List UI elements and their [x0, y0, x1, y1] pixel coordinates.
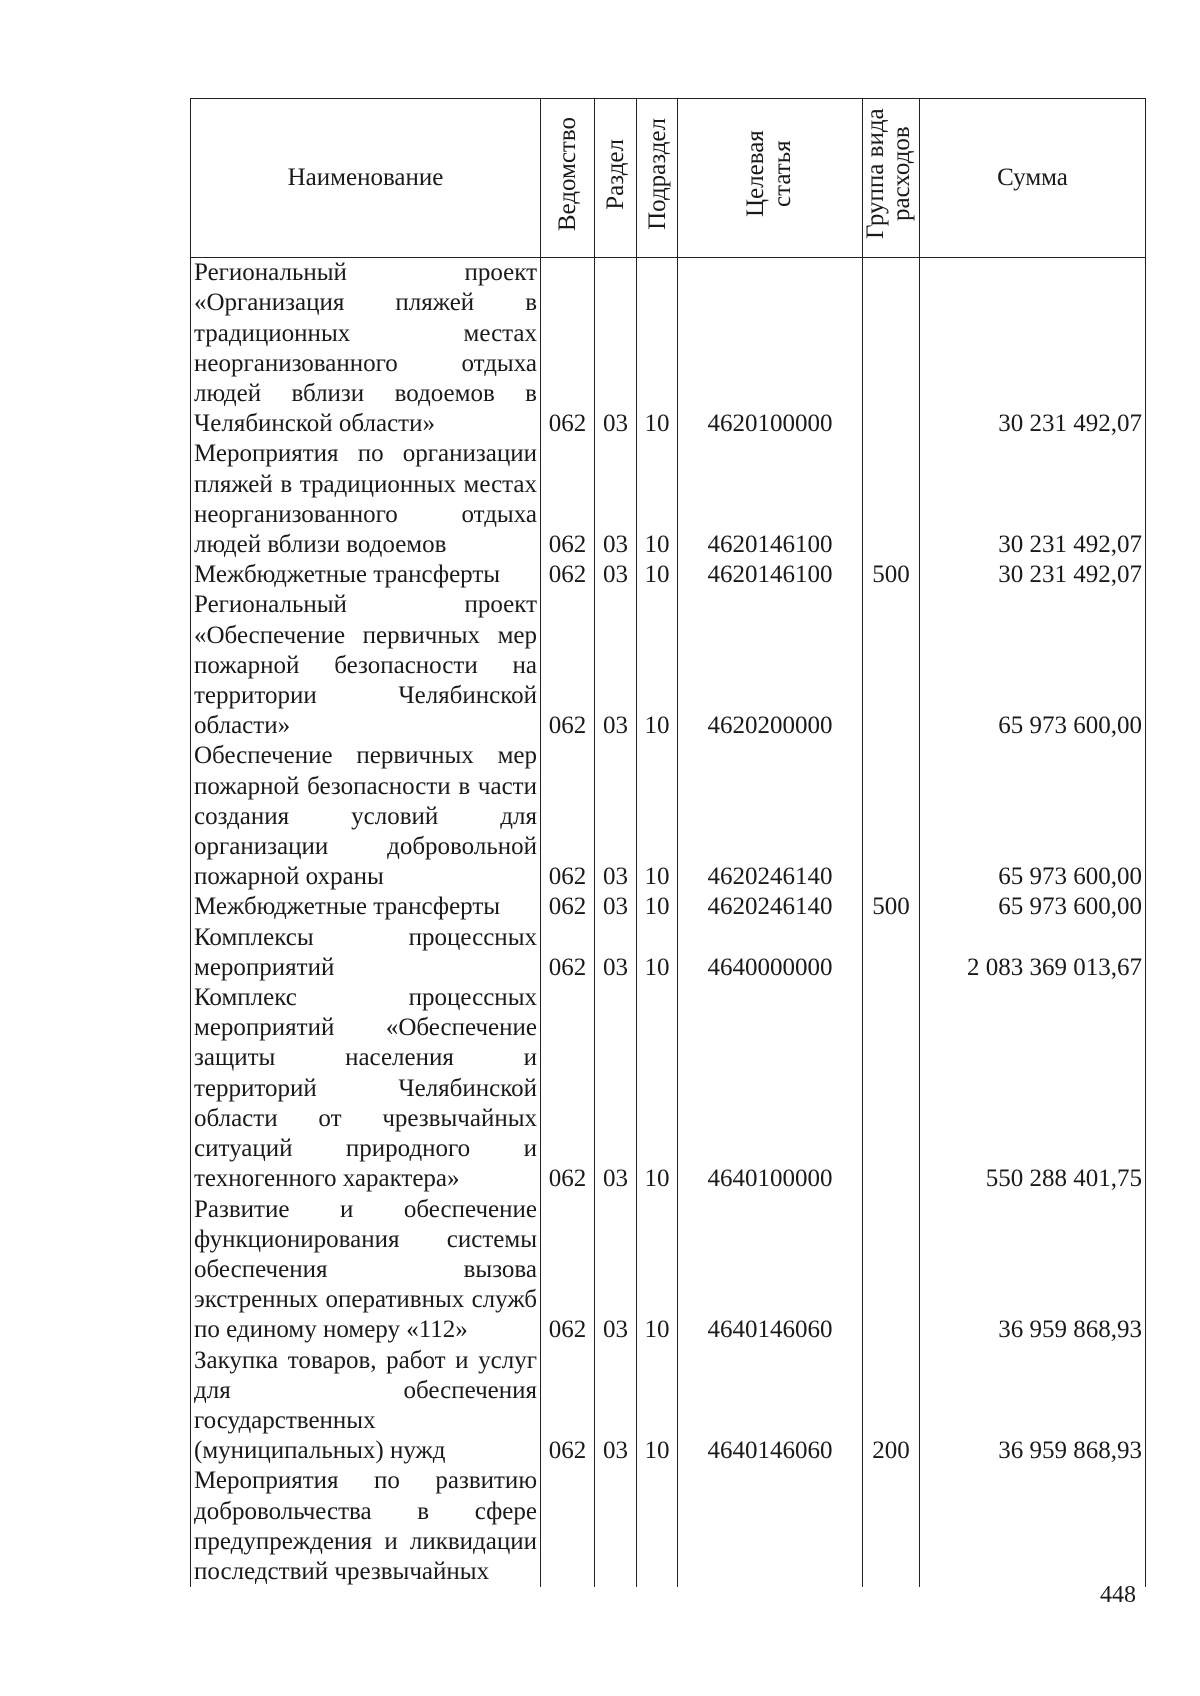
row-vedomstvo-cell: 062: [541, 1346, 595, 1467]
row-gruppa-cell: [863, 923, 920, 983]
row-name-cell: Закупка товаров, работ и услуг для обеспечения государственных (муниципальных) нужд: [191, 1346, 541, 1467]
row-celevaya-cell: 4620200000: [678, 590, 863, 741]
row-name-cell: Региональный проект «Организация пляжей в традиционных местах неорганизованного отдыха людей вблизи водоемов в Челябинской области»: [191, 258, 541, 440]
row-celevaya-cell: 4620246140: [678, 892, 863, 922]
row-vedomstvo-cell: 062: [541, 439, 595, 560]
row-summa-cell: 65 973 600,00: [920, 892, 1146, 922]
row-name-cell: Мероприятия по организации пляжей в традиционных местах неорганизованного отдыха людей вблизи водоемов: [191, 439, 541, 560]
table-row: [191, 590, 1146, 741]
row-celevaya-cell: 4620146100: [678, 439, 863, 560]
row-vedomstvo-cell: 062: [541, 258, 595, 440]
row-razdel-cell: 03: [595, 439, 637, 560]
row-summa-cell: 2 083 369 013,67: [920, 923, 1146, 983]
header-celevaya-statya: Целевая статья: [678, 99, 863, 258]
table-row: [191, 1346, 1146, 1467]
row-podrazdel-cell: 10: [637, 590, 678, 741]
row-razdel-cell: 03: [595, 590, 637, 741]
row-gruppa-cell: [863, 1466, 920, 1587]
row-podrazdel-cell: 10: [637, 923, 678, 983]
row-vedomstvo-cell: 062: [541, 560, 595, 590]
row-celevaya-cell: 4640146060: [678, 1346, 863, 1467]
row-podrazdel-cell: 10: [637, 439, 678, 560]
header-name: Наименование: [191, 99, 541, 258]
row-podrazdel-cell: 10: [637, 1346, 678, 1467]
row-summa-cell: 30 231 492,07: [920, 439, 1146, 560]
row-podrazdel-cell: 10: [637, 892, 678, 922]
table-row: [191, 258, 1146, 440]
row-podrazdel-cell: 10: [637, 258, 678, 440]
row-vedomstvo-cell: 062: [541, 923, 595, 983]
row-name-cell: Обеспечение первичных мер пожарной безопасности в части создания условий для организации добровольной пожарной охраны: [191, 741, 541, 892]
page-number: 448: [1100, 1582, 1136, 1608]
row-name-cell: Межбюджетные трансферты: [191, 560, 541, 590]
row-celevaya-cell: 4620100000: [678, 258, 863, 440]
row-podrazdel-cell: 10: [637, 983, 678, 1194]
row-summa-cell: 65 973 600,00: [920, 741, 1146, 892]
table-row: [191, 983, 1146, 1194]
row-gruppa-cell: [863, 258, 920, 440]
row-razdel-cell: [595, 1466, 637, 1587]
row-podrazdel-cell: 10: [637, 741, 678, 892]
row-vedomstvo-cell: 062: [541, 1195, 595, 1346]
row-gruppa-cell: [863, 590, 920, 741]
row-podrazdel-cell: 10: [637, 560, 678, 590]
row-summa-cell: 36 959 868,93: [920, 1346, 1146, 1467]
row-razdel-cell: 03: [595, 892, 637, 922]
row-gruppa-cell: [863, 439, 920, 560]
row-celevaya-cell: [678, 1466, 863, 1587]
header-summa: Сумма: [920, 99, 1146, 258]
row-gruppa-cell: [863, 741, 920, 892]
row-gruppa-cell: 500: [863, 892, 920, 922]
header-gruppa-vida-rashodov: Группа вида расходов: [863, 99, 920, 258]
table-row: [191, 1195, 1146, 1346]
row-summa-cell: 550 288 401,75: [920, 983, 1146, 1194]
row-razdel-cell: 03: [595, 741, 637, 892]
row-celevaya-cell: 4640100000: [678, 983, 863, 1194]
row-razdel-cell: 03: [595, 1346, 637, 1467]
table-row: [191, 439, 1146, 560]
table-body: [191, 258, 1146, 1587]
row-name-cell: Развитие и обеспечение функционирования системы обеспечения вызова экстренных оперативных служб по единому номеру «112»: [191, 1195, 541, 1346]
header-razdel: Раздел: [595, 99, 637, 258]
row-summa-cell: 30 231 492,07: [920, 560, 1146, 590]
row-celevaya-cell: 4620146100: [678, 560, 863, 590]
row-podrazdel-cell: 10: [637, 1195, 678, 1346]
row-name-cell: Комплексы процессных мероприятий: [191, 923, 541, 983]
table-row: [191, 923, 1146, 983]
row-celevaya-cell: 4640146060: [678, 1195, 863, 1346]
row-gruppa-cell: [863, 983, 920, 1194]
header-podrazdel: Подраздел: [637, 99, 678, 258]
row-name-cell: Комплекс процессных мероприятий «Обеспечение защиты населения и территорий Челябинской области от чрезвычайных ситуаций природного и техногенного характера»: [191, 983, 541, 1194]
row-vedomstvo-cell: 062: [541, 741, 595, 892]
row-razdel-cell: 03: [595, 923, 637, 983]
table-row: [191, 560, 1146, 590]
row-summa-cell: [920, 1466, 1146, 1587]
table-row: [191, 1466, 1146, 1587]
row-celevaya-cell: 4640000000: [678, 923, 863, 983]
row-name-cell: Мероприятия по развитию добровольчества в сфере предупреждения и ликвидации последствий чрезвычайных: [191, 1466, 541, 1587]
row-razdel-cell: 03: [595, 560, 637, 590]
row-gruppa-cell: 500: [863, 560, 920, 590]
row-name-cell: Региональный проект «Обеспечение первичных мер пожарной безопасности на территории Челябинской области»: [191, 590, 541, 741]
budget-table: [190, 98, 1146, 1587]
row-name-cell: Межбюджетные трансферты: [191, 892, 541, 922]
row-summa-cell: 30 231 492,07: [920, 258, 1146, 440]
row-summa-cell: 36 959 868,93: [920, 1195, 1146, 1346]
row-vedomstvo-cell: 062: [541, 983, 595, 1194]
header-vedomstvo: Ведомство: [541, 99, 595, 258]
row-gruppa-cell: 200: [863, 1346, 920, 1467]
row-vedomstvo-cell: 062: [541, 892, 595, 922]
row-podrazdel-cell: [637, 1466, 678, 1587]
row-vedomstvo-cell: [541, 1466, 595, 1587]
row-razdel-cell: 03: [595, 1195, 637, 1346]
row-vedomstvo-cell: 062: [541, 590, 595, 741]
row-gruppa-cell: [863, 1195, 920, 1346]
row-celevaya-cell: 4620246140: [678, 741, 863, 892]
row-razdel-cell: 03: [595, 983, 637, 1194]
row-razdel-cell: 03: [595, 258, 637, 440]
table-row: [191, 741, 1146, 892]
table-row: [191, 892, 1146, 922]
row-summa-cell: 65 973 600,00: [920, 590, 1146, 741]
table-header-row: [191, 99, 1146, 258]
